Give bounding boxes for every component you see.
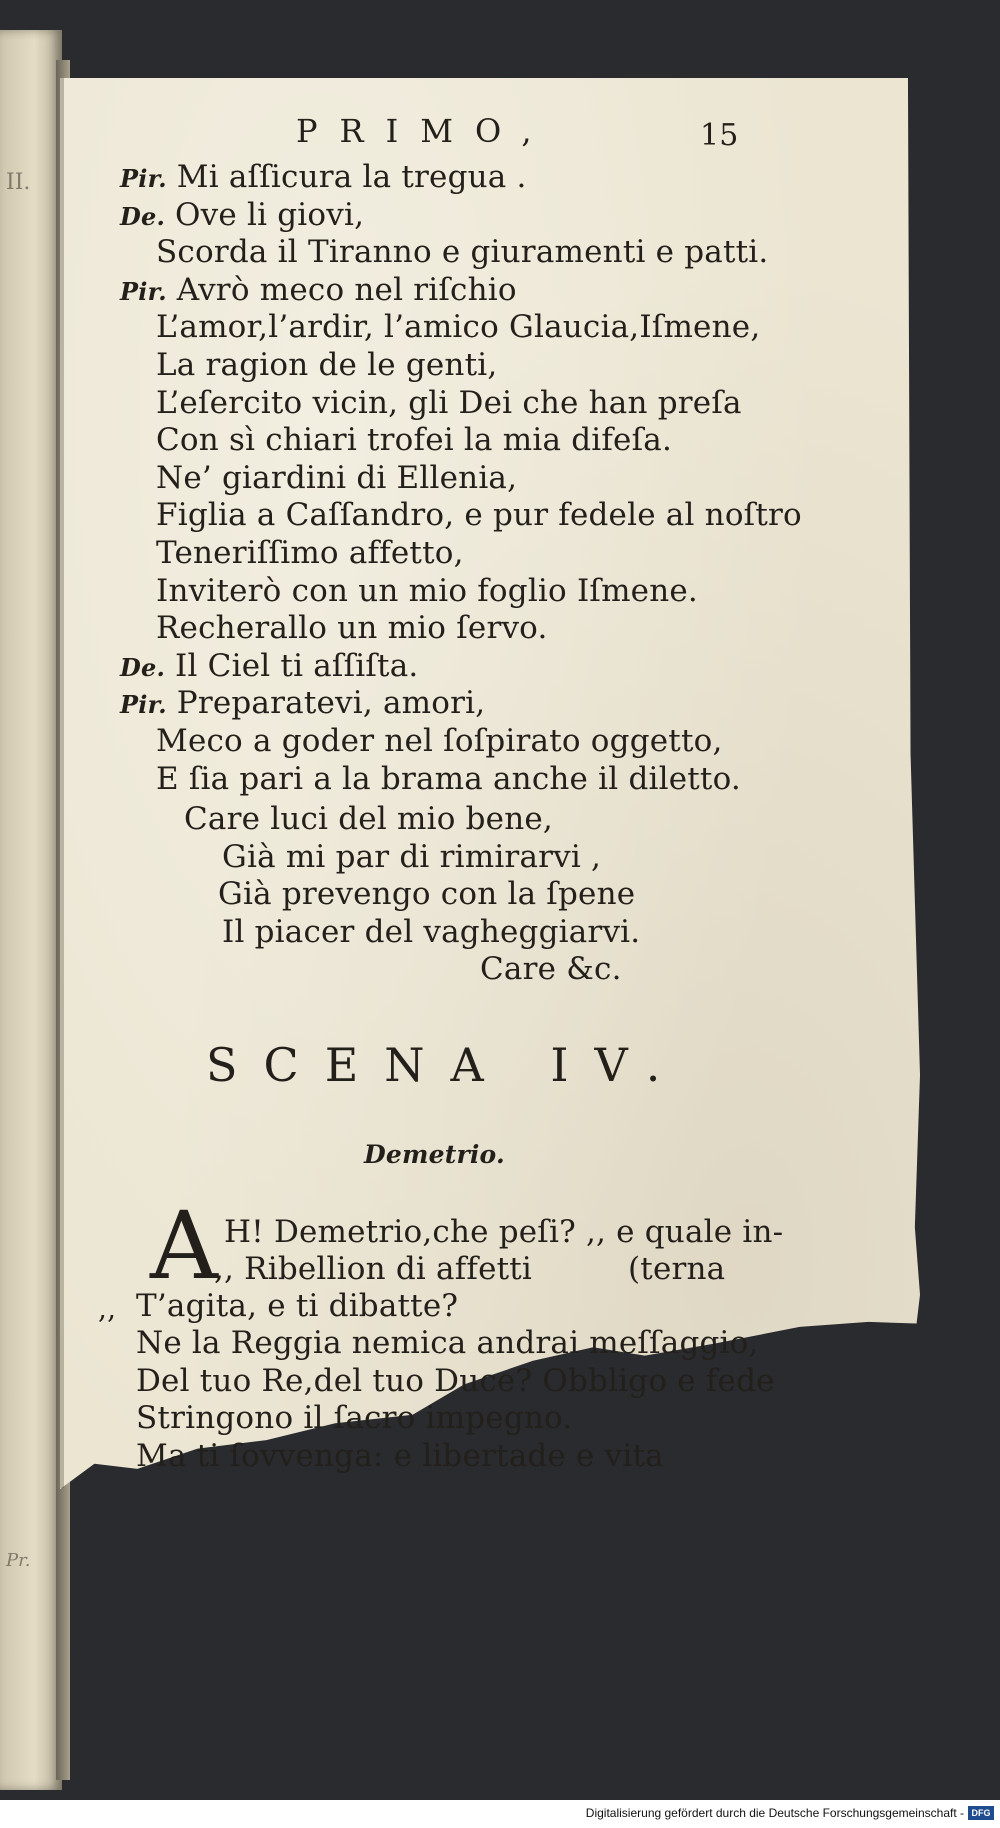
speaker-label: De.: [120, 201, 166, 231]
dialogue-line: [120, 271, 517, 311]
dialogue-text: Ove li giovi,: [175, 196, 365, 233]
dialogue-line: [120, 684, 485, 724]
dialogue-text: Figlia a Caſſandro, e pur fedele al noſtro: [156, 497, 802, 534]
dialogue-text: Preparatevi, amori,: [176, 685, 486, 722]
dialogue-line: [120, 196, 364, 236]
left-page-edge: [0, 30, 62, 1790]
aria-line: Care luci del mio bene,: [184, 801, 553, 837]
speaker-label: Pir.: [120, 690, 167, 720]
aria-line: Il piacer del vagheggiarvi.: [222, 913, 641, 950]
footer-bar: [0, 1800, 1000, 1828]
dialogue-line: [156, 609, 548, 647]
left-page-bleed-text: II.: [6, 170, 31, 195]
dialogue-line: [156, 534, 464, 572]
aria-repeat: Care &c.: [480, 951, 622, 987]
dialogue-text: Con sì chiari trofei la mia difeſa.: [156, 422, 673, 459]
dialogue-text: Inviterò con un mio foglio Iſmene.: [156, 572, 698, 609]
quote-mark: ,,: [98, 1292, 117, 1325]
monologue-line: Ma ti ſovvenga: e libertade e vita: [136, 1437, 664, 1474]
running-title: PRIMO,: [296, 112, 554, 150]
monologue-line: H! Demetrio,che peſi? ,, e quale in-: [224, 1214, 784, 1250]
dialogue-text: Ne’ giardini di Ellenia,: [156, 459, 518, 496]
dialogue-text: L’eſercito vicin, gli Dei che han preſa: [156, 384, 742, 421]
dialogue-line: [156, 496, 802, 534]
monologue-line: Del tuo Re,del tuo Duce? Obbligo e fede: [136, 1362, 775, 1399]
footer-credit: Digitalisierung gefördert durch die Deutsche Forschungsgemeinschaft -: [585, 1806, 964, 1820]
monologue-line-end: (terna: [628, 1251, 726, 1287]
dialogue-line: [156, 722, 723, 760]
monologue-line: ,, Ribellion di affetti: [214, 1251, 533, 1287]
dialogue-line: [156, 308, 760, 346]
left-page-bleed-text: Pr.: [6, 1550, 31, 1571]
dialogue-line: [156, 459, 517, 497]
aria-line: Già mi par di rimirarvi ,: [222, 838, 602, 875]
dialogue-line: [120, 158, 527, 198]
dialogue-text: La ragion de le genti,: [156, 347, 498, 383]
dialogue-text: Mi aſſicura la tregua .: [176, 159, 527, 195]
dialogue-text: Meco a goder nel ſoſpirato oggetto,: [156, 723, 723, 759]
page-number: 15: [700, 118, 739, 153]
scene-title: SCENA IV.: [206, 1038, 687, 1092]
speaker-label: Pir.: [120, 164, 167, 193]
dfg-logo-icon: DFG: [968, 1806, 994, 1820]
aria-line: Già prevengo con la ſpene: [218, 876, 636, 912]
dialogue-line: [156, 572, 698, 610]
dialogue-line: [156, 346, 497, 384]
dialogue-text: Teneriſſimo affetto,: [156, 535, 464, 571]
dialogue-line: [120, 647, 418, 687]
dialogue-line: [156, 233, 768, 271]
monologue-line: T’agita, e ti dibatte?: [136, 1288, 459, 1324]
dialogue-line: [156, 421, 672, 459]
dialogue-text: Avrò meco nel riſchio: [176, 271, 517, 308]
monologue-line: Ne la Reggia nemica andrai meſſaggio,: [136, 1325, 759, 1361]
dialogue-text: Scorda il Tiranno e giuramenti e patti.: [156, 234, 769, 271]
dialogue-line: [156, 760, 741, 798]
speaker-label: Pir.: [120, 276, 167, 306]
speaker-label: De.: [120, 652, 166, 682]
dialogue-text: E ſia pari a la brama anche il diletto.: [156, 760, 741, 797]
monologue-line: Stringono il ſacro impegno.: [136, 1400, 573, 1436]
dialogue-text: Il Ciel ti aſſiſta.: [175, 647, 419, 684]
page-edge-shadow: [60, 78, 64, 1488]
dialogue-text: L’amor,l’ardir, l’amico Glaucia,Iſmene,: [156, 309, 761, 346]
dialogue-line: [156, 384, 742, 422]
scene-speaker: Demetrio.: [364, 1140, 505, 1169]
dialogue-text: Recherallo un mio ſervo.: [156, 610, 548, 647]
drop-cap: A: [150, 1192, 218, 1301]
